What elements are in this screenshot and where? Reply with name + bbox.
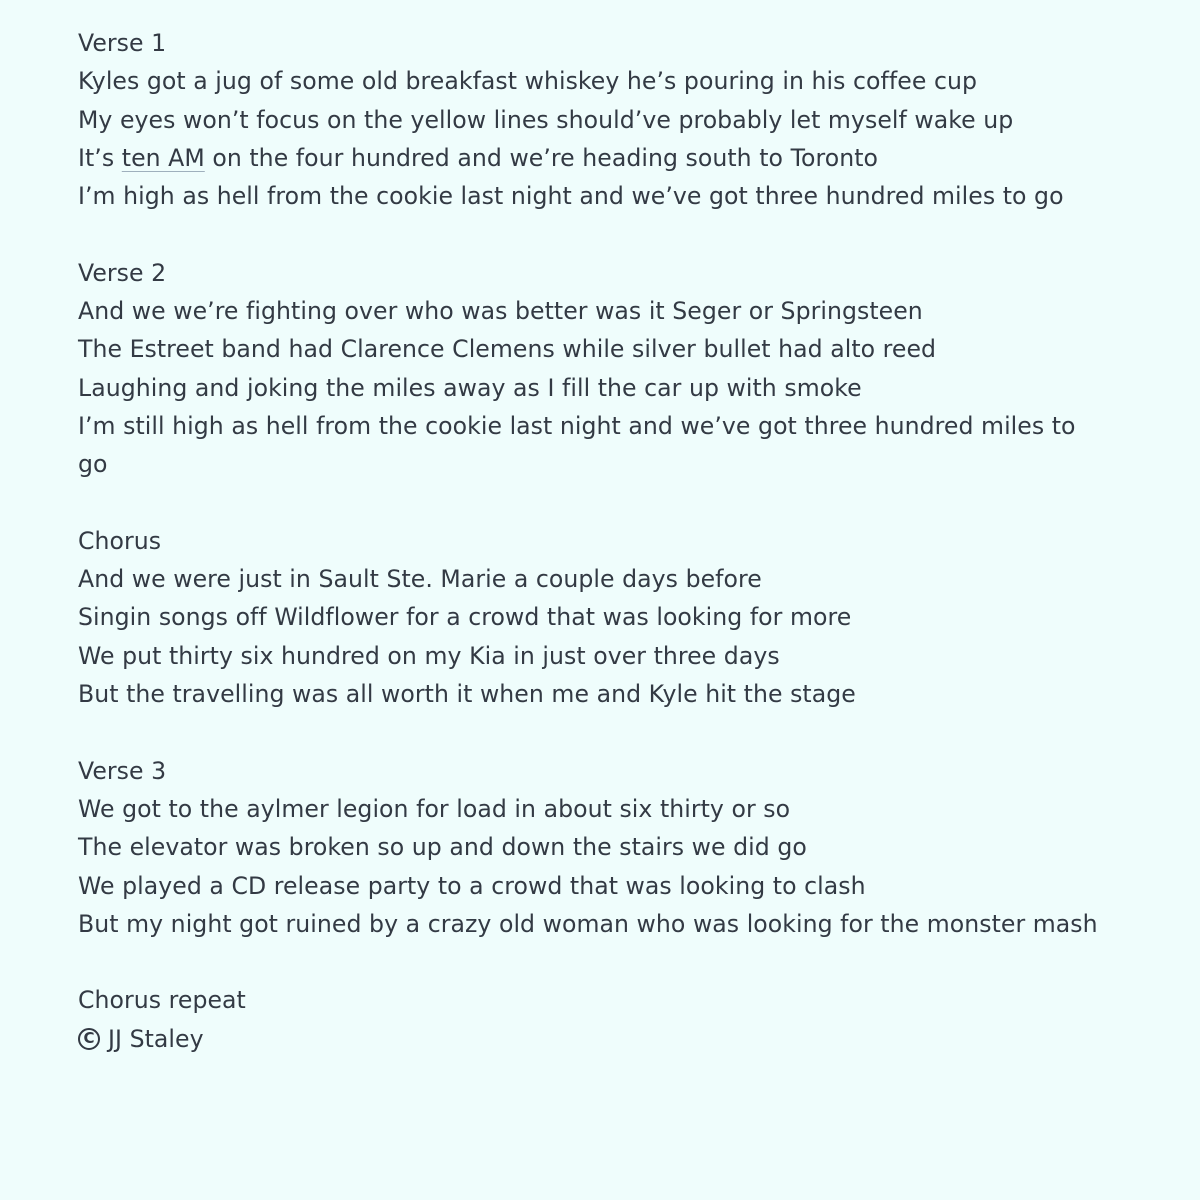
verse3-line1: We got to the aylmer legion for load in about six thirty or so [78, 794, 791, 823]
verse1-line3 [78, 139, 1178, 177]
time-detected-link[interactable]: ten AM [121, 143, 205, 172]
verse1-line4: I’m high as hell from the cookie last night and we’ve got three hundred miles to go [78, 182, 1064, 211]
verse2-heading: Verse 2 [78, 258, 167, 287]
verse1-heading: Verse 1 [78, 29, 167, 57]
verse2-line1: And we we’re fighting over who was better was it Seger or Springsteen [78, 297, 923, 326]
verse3-heading: Verse 3 [78, 756, 167, 785]
chorus-line4: But the travelling was all worth it when me and Kyle hit the stage [78, 680, 856, 709]
verse3-line2: The elevator was broken so up and down the stairs we did go [78, 833, 807, 862]
verse1-line3-end: on the four hundred and we’re heading south to Toronto [204, 143, 879, 172]
blank-line [78, 484, 1178, 522]
blank-line [78, 943, 1178, 981]
chorus-line2: Singin songs off Wildflower for a crowd that was looking for more [78, 603, 852, 632]
chorus-heading: Chorus [78, 526, 162, 555]
verse3-line3: We played a CD release party to a crowd that was looking to clash [78, 871, 866, 900]
chorus-repeat: Chorus repeat [78, 986, 246, 1015]
copyright-line [78, 1020, 1178, 1058]
verse2-line4: I’m still high as hell from the cookie last night and we’ve got three hundred miles to go [78, 411, 1076, 479]
blank-line [78, 713, 1178, 751]
copyright-icon: C [78, 1028, 100, 1050]
author-name: JJ Staley [108, 1024, 204, 1053]
lyrics-note [78, 24, 1178, 1058]
verse2-line2: The Estreet band had Clarence Clemens while silver bullet had alto reed [78, 335, 937, 364]
verse1-line3-start: It’s [78, 143, 122, 172]
verse3-line4: But my night got ruined by a crazy old woman who was looking for the monster mash [78, 909, 1098, 938]
verse1-line2: My eyes won’t focus on the yellow lines should’ve probably let myself wake up [78, 105, 1014, 134]
verse1-line1: Kyles got a jug of some old breakfast whiskey he’s pouring in his coffee cup [78, 67, 977, 96]
chorus-line3: We put thirty six hundred on my Kia in just over three days [78, 641, 780, 670]
verse2-line3: Laughing and joking the miles away as I fill the car up with smoke [78, 373, 862, 402]
chorus-line1: And we were just in Sault Ste. Marie a couple days before [78, 565, 762, 594]
blank-line [78, 215, 1178, 253]
